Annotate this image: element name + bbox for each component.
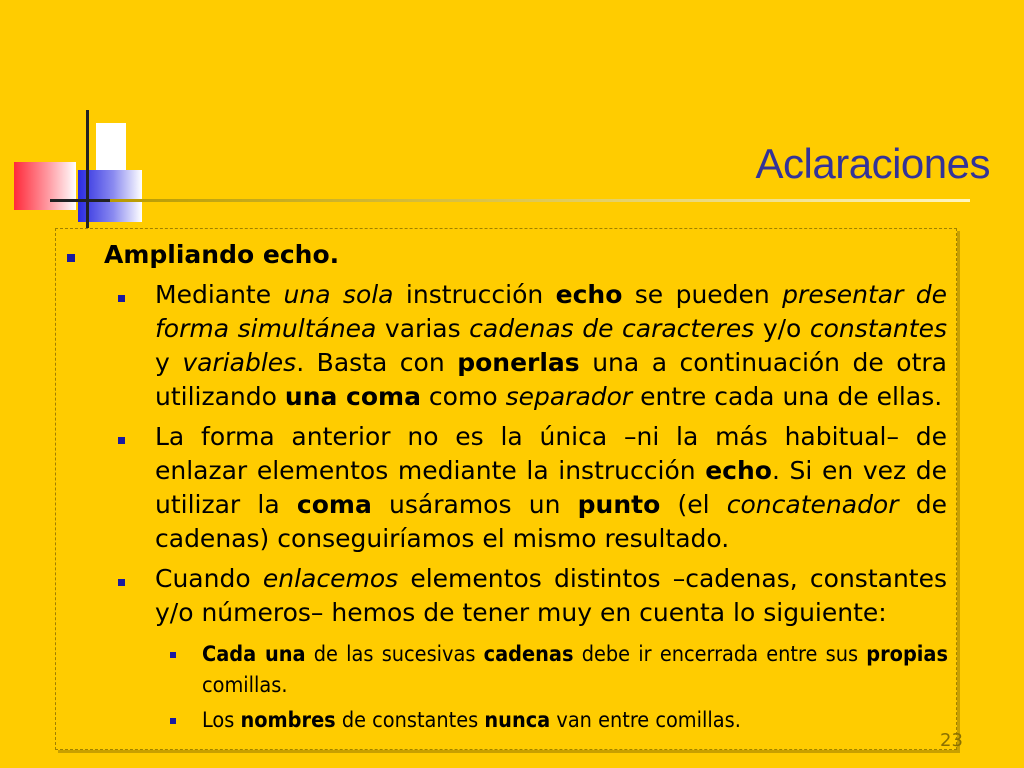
text-run: entre cada una de ellas.: [632, 382, 943, 411]
text-run: (el: [660, 490, 727, 519]
text-run: de las sucesivas: [305, 642, 484, 667]
text-run: comillas.: [202, 673, 288, 698]
text-run: . Basta con: [296, 348, 458, 377]
text-run-bold: cadenas: [483, 642, 574, 667]
text-run-bold: nunca: [484, 708, 551, 733]
text-run: y: [155, 348, 183, 377]
bullet-icon: [67, 254, 75, 262]
text-run: Mediante: [155, 280, 284, 309]
text-run-italic: cadenas de caracteres: [469, 314, 755, 343]
slide-title: Aclaraciones: [755, 140, 990, 187]
text-run-bold: echo: [555, 280, 623, 309]
decor-vertical-line: [86, 110, 89, 228]
text-run: . Si en vez de utilizar la: [155, 456, 947, 519]
paragraph-la-forma: [155, 420, 947, 556]
text-run: debe ir encerrada entre sus: [573, 642, 867, 667]
text-run: instrucción: [393, 280, 556, 309]
text-run: y/o: [754, 314, 810, 343]
page-number: 23: [940, 730, 963, 751]
bullet-icon: [118, 437, 125, 444]
text-run-bold: una coma: [284, 382, 421, 411]
text-run-bold: echo: [705, 456, 772, 485]
text-run: se pueden: [622, 280, 783, 309]
subitem-cada-una: [202, 639, 948, 701]
bullet-icon: [170, 718, 176, 724]
bullet-icon: [170, 652, 176, 658]
text-run: de cadenas) conseguiríamos el mismo resultado.: [155, 490, 947, 553]
text-run: elementos distintos –cadenas, constantes y/o números– hemos de tener muy en cuenta lo siguiente:: [155, 564, 947, 627]
paragraph-cuando: [155, 562, 947, 630]
text-run-bold: propias: [866, 642, 948, 667]
heading-ampliando-echo: Ampliando echo.: [104, 240, 340, 269]
paragraph-mediante: [155, 278, 947, 414]
text-run-italic: concatenador: [726, 490, 899, 519]
bullet-icon: [118, 579, 125, 586]
text-run: van entre comillas.: [550, 708, 741, 733]
text-run: La forma anterior no es la única –ni la más habitual– de enlazar elementos mediante la instrucción: [155, 422, 947, 485]
text-run: Cuando: [155, 564, 263, 593]
text-run: una a continuación de otra utilizando: [155, 348, 947, 411]
decor-white-square: [96, 123, 126, 171]
text-run: Los: [202, 708, 241, 733]
text-run: varias: [376, 314, 470, 343]
subitem-los-nombres: [202, 705, 948, 736]
text-run-bold: punto: [577, 490, 661, 519]
text-run-bold: ponerlas: [457, 348, 580, 377]
text-run-italic: variables: [182, 348, 297, 377]
text-run-italic: una sola: [283, 280, 394, 309]
text-run-italic: enlacemos: [262, 564, 399, 593]
text-run: de constantes: [335, 708, 485, 733]
decor-red-square: [14, 162, 76, 210]
text-run-bold: nombres: [240, 708, 336, 733]
text-run-italic: constantes: [809, 314, 947, 343]
text-run: como: [420, 382, 506, 411]
text-run-italic: separador: [505, 382, 633, 411]
text-run-bold: coma: [296, 490, 372, 519]
text-run-italic: presentar de forma simultánea: [155, 280, 947, 343]
title-underline: [110, 199, 970, 202]
text-run-bold: Cada una: [202, 642, 306, 667]
bullet-icon: [118, 295, 125, 302]
text-run: usáramos un: [371, 490, 578, 519]
